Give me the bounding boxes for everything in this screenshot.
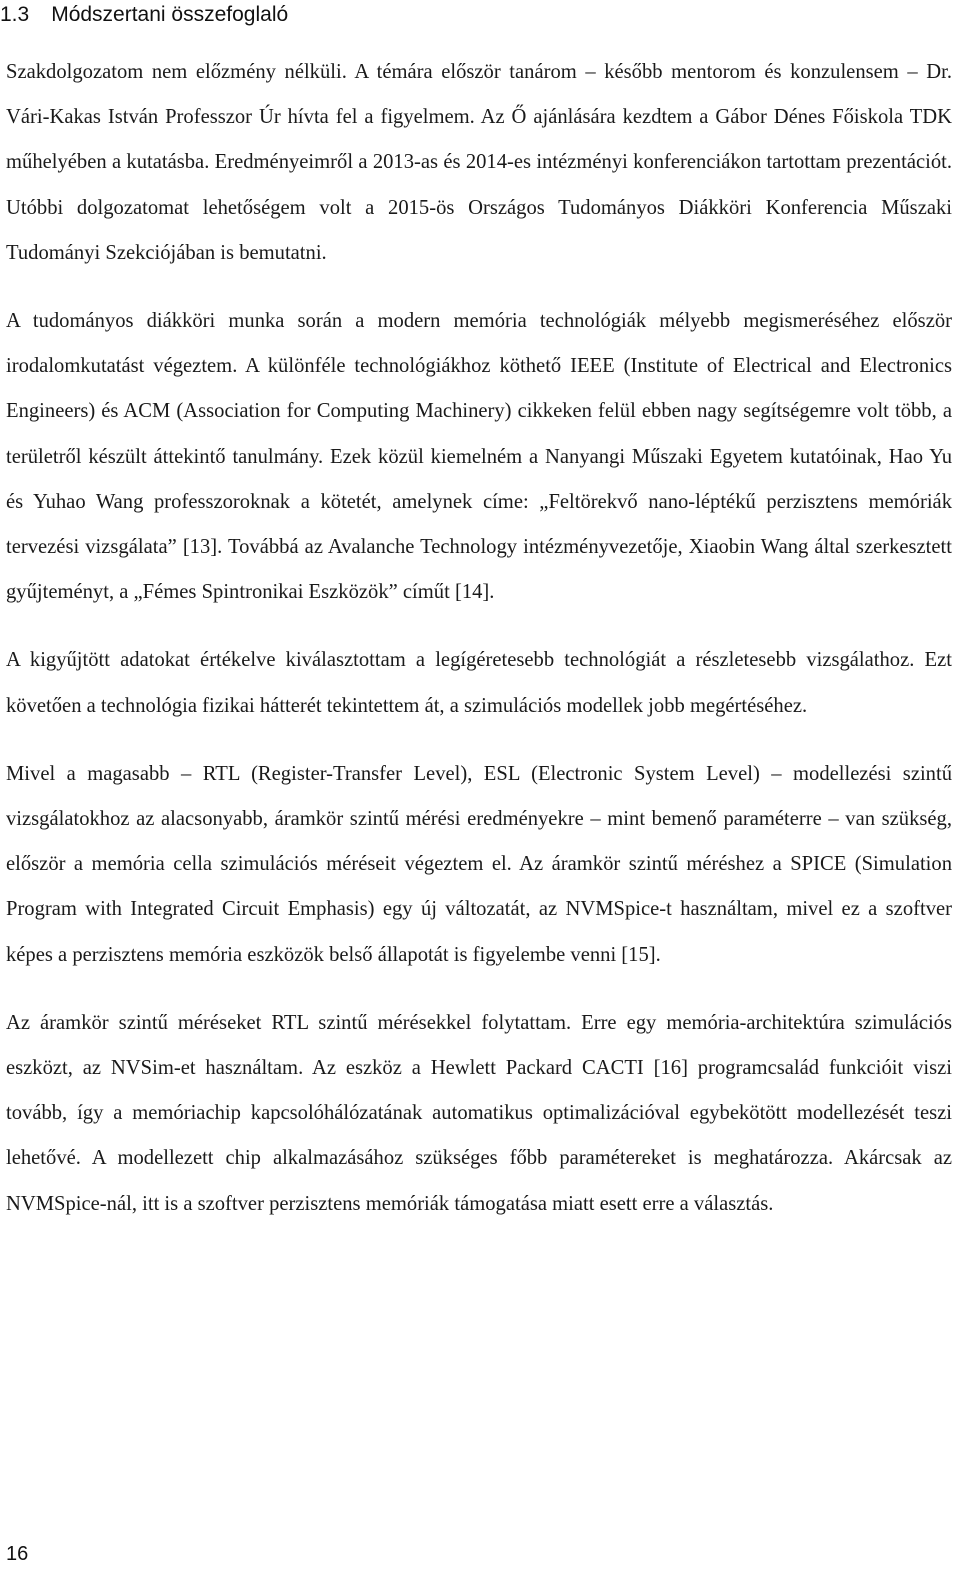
section-body	[6, 50, 952, 1227]
paragraph-background: Szakdolgozatom nem előzmény nélküli. A témára először tanárom – később mentorom és konzulensem – Dr. Vári-Kakas István Professzor Úr hívta fel a figyelmem. Az Ő ajánlására kezdtem a Gábor Dénes Főiskola TDK műhelyében a kutatásba. Eredményeimről a 2013-as és 2014-es intézményi konferenciákon tartottam prezentációt. Utóbbi dolgozatomat lehetőségem volt a 2015-ös Országos Tudományos Diákköri Konferencia Műszaki Tudományi Szekciójában is bemutatni.	[6, 61, 952, 264]
section-title: Módszertani összefoglaló	[51, 3, 289, 26]
paragraph-literature-review: A tudományos diákköri munka során a modern memória technológiák mélyebb megismeréséhez először irodalomkutatást végeztem. A különféle technológiákhoz köthető IEEE (Institute of Electrical and Electronics Engineers) és ACM (Association for Computing Machinery) cikkeken felül ebben nagy segítségemre volt több, a területről készült áttekintő tanulmány. Ezek közül kiemelném a Nanyangi Műszaki Egyetem kutatóinak, Hao Yu és Yuhao Wang professzoroknak a kötetét, amelynek címe: „Feltörekvő nano-léptékű perzisztens memóriák tervezési vizsgálata” [13]. Továbbá az Avalanche Technology intézményvezetője, Xiaobin Wang által szerkesztett gyűjteményt, a „Fémes Spintronikai Eszközök” címűt [14].	[6, 310, 952, 604]
page-number: 16	[6, 1543, 29, 1565]
section-number: 1.3	[0, 3, 30, 26]
paragraph-architecture-simulation: Az áramkör szintű méréseket RTL szintű mérésekkel folytattam. Erre egy memória-architektúra szimulációs eszközt, az NVSim-et használtam. Az eszköz a Hewlett Packard CACTI [16] programcsalád funkcióit viszi tovább, így a memóriachip kapcsolóhálózatának automatikus optimalizációval egybekötött modellezését teszi lehetővé. A modellezett chip alkalmazásához szükséges főbb paramétereket is meghatározza. Akárcsak az NVMSpice-nál, itt is a szoftver perzisztens memóriák támogatása miatt esett erre a választás.	[6, 1011, 952, 1215]
section-heading	[0, 0, 288, 30]
paragraph-circuit-simulation: Mivel a magasabb – RTL (Register-Transfer Level), ESL (Electronic System Level) – modellezési szintű vizsgálatokhoz az alacsonyabb, áramkör szintű mérési eredményekre – mint bemenő paraméterre – van szükség, először a memória cella szimulációs méréseit végeztem el. Az áramkör szintű méréshez a SPICE (Simulation Program with Integrated Circuit Emphasis) egy új változatát, az NVMSpice-t használtam, mivel ez a szoftver képes a perzisztens memória eszközök belső állapotát is figyelembe venni [15].	[6, 762, 952, 966]
paragraph-technology-selection: A kigyűjtött adatokat értékelve kiválasztottam a legígéretesebb technológiát a részletesebb vizsgálathoz. Ezt követően a technológia fizikai hátterét tekintettem át, a szimulációs modellek jobb megértéséhez.	[6, 649, 952, 717]
